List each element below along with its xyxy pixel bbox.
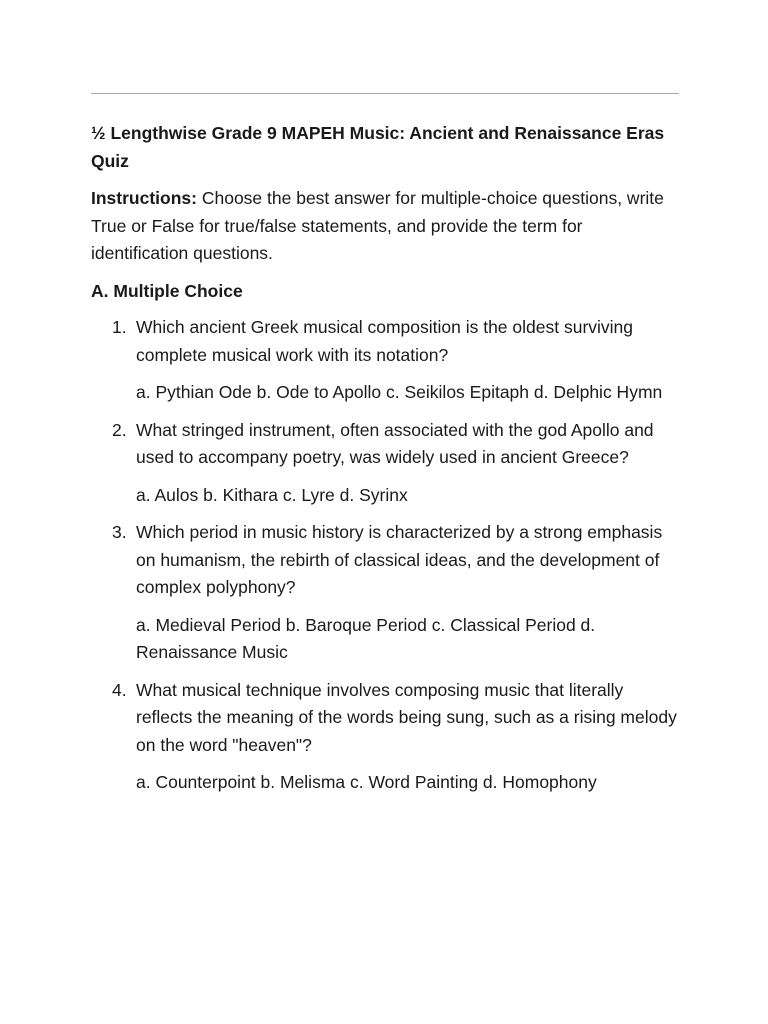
question-text: Which period in music history is characterized by a strong emphasis on humanism, the rebirth of classical ideas, and the development of complex polyphony? (136, 522, 663, 597)
question-item-3 (91, 519, 679, 667)
question-item-1 (91, 314, 679, 407)
question-number: 2. (112, 419, 127, 440)
question-number: 4. (112, 679, 127, 700)
question-choices: a. Pythian Ode b. Ode to Apollo c. Seikilos Epitaph d. Delphic Hymn (136, 382, 663, 402)
question-text: What stringed instrument, often associated with the god Apollo and used to accompany poetry, was widely used in ancient Greece? (136, 419, 654, 467)
document-body (91, 120, 679, 807)
question-number: 1. (112, 317, 127, 337)
document-title: ½ Lengthwise Grade 9 MAPEH Music: Ancient and Renaissance Eras Quiz (91, 123, 665, 171)
question-choices: a. Counterpoint b. Melisma c. Word Painting d. Homophony (136, 772, 597, 792)
question-text: What musical technique involves composing music that literally reflects the meaning of the words being sung, such as a rising melody on the word "heaven"? (136, 679, 677, 755)
question-item-4 (91, 677, 679, 797)
instructions-paragraph (91, 185, 679, 268)
top-divider (91, 93, 679, 94)
question-choices: a. Aulos b. Kithara c. Lyre d. Syrinx (136, 484, 408, 505)
question-number: 3. (112, 522, 127, 542)
section-heading-multiple-choice: A. Multiple Choice (91, 280, 243, 301)
question-text: Which ancient Greek musical composition is the oldest surviving complete musical work with its notation? (136, 317, 634, 365)
instructions-lead: Instructions: (91, 188, 197, 208)
question-item-2 (91, 417, 679, 510)
instructions-text: Choose the best answer for multiple-choice questions, write True or False for true/false statements, and provide the term for identification questions. (91, 188, 664, 263)
question-choices: a. Medieval Period b. Baroque Period c. Classical Period d. Renaissance Music (136, 614, 596, 662)
